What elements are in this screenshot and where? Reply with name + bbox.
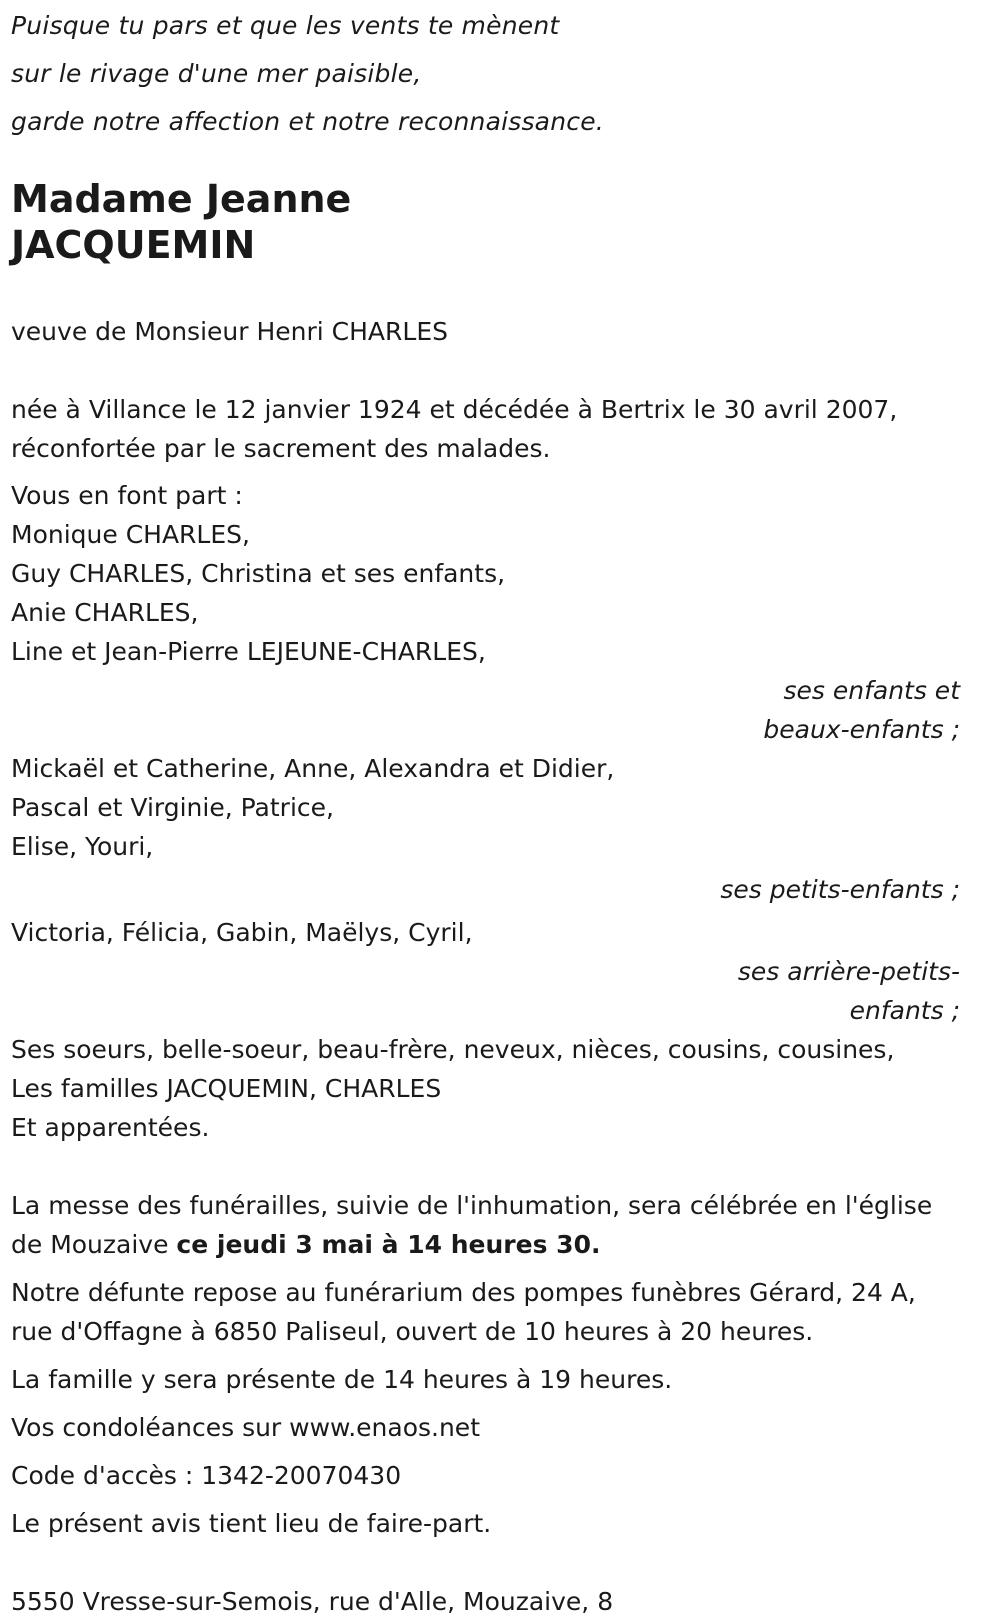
funeral-service — [11, 1186, 960, 1264]
service-date: ce jeudi 3 mai à 14 heures 30. — [176, 1230, 601, 1259]
child-entry: Monique CHARLES, — [11, 520, 250, 549]
grandchild-entry: Elise, Youri, — [11, 832, 154, 861]
grandchild-entry: Mickaël et Catherine, Anne, Alexandra et Didier, — [11, 754, 615, 783]
funerarium-info — [11, 1273, 960, 1351]
poem — [11, 2, 960, 146]
poem-line: Puisque tu pars et que les vents te mènent — [11, 11, 560, 40]
grandchildren-role: ses petits-enfants ; — [720, 875, 960, 904]
poem-line: sur le rivage d'une mer paisible, — [11, 59, 422, 88]
obituary-page — [0, 2, 1000, 1622]
child-entry: Guy CHARLES, Christina et ses enfants, — [11, 559, 506, 588]
service-line: La messe des funérailles, suivie de l'inhumation, sera célébrée en l'église — [11, 1191, 933, 1220]
family-entry: Les familles JACQUEMIN, CHARLES — [11, 1074, 442, 1103]
great-grandchildren-entry: Victoria, Félicia, Gabin, Maëlys, Cyril, — [11, 918, 473, 947]
deceased-name — [11, 176, 960, 268]
birth-info — [11, 390, 960, 468]
access-code: Code d'accès : 1342-20070430 — [11, 1461, 402, 1490]
children-role — [11, 671, 960, 749]
deceased-first-line: Madame Jeanne — [11, 177, 352, 221]
funerarium-line: rue d'Offagne à 6850 Paliseul, ouvert de 10 heures à 20 heures. — [11, 1317, 814, 1346]
family-presence: La famille y sera présente de 14 heures à 19 heures. — [11, 1365, 673, 1394]
condolences-line: Vos condoléances sur www.enaos.net — [11, 1413, 480, 1442]
notice-line: Le présent avis tient lieu de faire-part. — [11, 1509, 492, 1538]
role-line: enfants ; — [849, 996, 960, 1025]
role-line: beaux-enfants ; — [763, 715, 960, 744]
role-line: ses arrière-petits- — [737, 957, 960, 986]
service-place: de Mouzaive — [11, 1230, 177, 1259]
deceased-surname: JACQUEMIN — [11, 223, 256, 267]
announcers-intro: Vous en font part : — [11, 481, 243, 510]
great-grandchildren-role — [11, 952, 960, 1030]
family-entry: Et apparentées. — [11, 1113, 210, 1142]
sacrament-line: réconfortée par le sacrement des malades. — [11, 434, 551, 463]
child-entry: Anie CHARLES, — [11, 598, 199, 627]
family-entry: Ses soeurs, belle-soeur, beau-frère, neveux, nièces, cousins, cousines, — [11, 1035, 895, 1064]
service-line-date — [11, 1225, 960, 1264]
role-line: ses enfants et — [783, 676, 960, 705]
child-entry: Line et Jean-Pierre LEJEUNE-CHARLES, — [11, 637, 486, 666]
announcers — [11, 476, 960, 1147]
poem-line: garde notre affection et notre reconnaissance. — [11, 107, 604, 136]
birth-line: née à Villance le 12 janvier 1924 et décédée à Bertrix le 30 avril 2007, — [11, 395, 898, 424]
grandchild-entry: Pascal et Virginie, Patrice, — [11, 793, 334, 822]
widow-of: veuve de Monsieur Henri CHARLES — [11, 317, 448, 346]
address: 5550 Vresse-sur-Semois, rue d'Alle, Mouzaive, 8 — [11, 1587, 614, 1616]
funerarium-line: Notre défunte repose au funérarium des pompes funèbres Gérard, 24 A, — [11, 1278, 916, 1307]
